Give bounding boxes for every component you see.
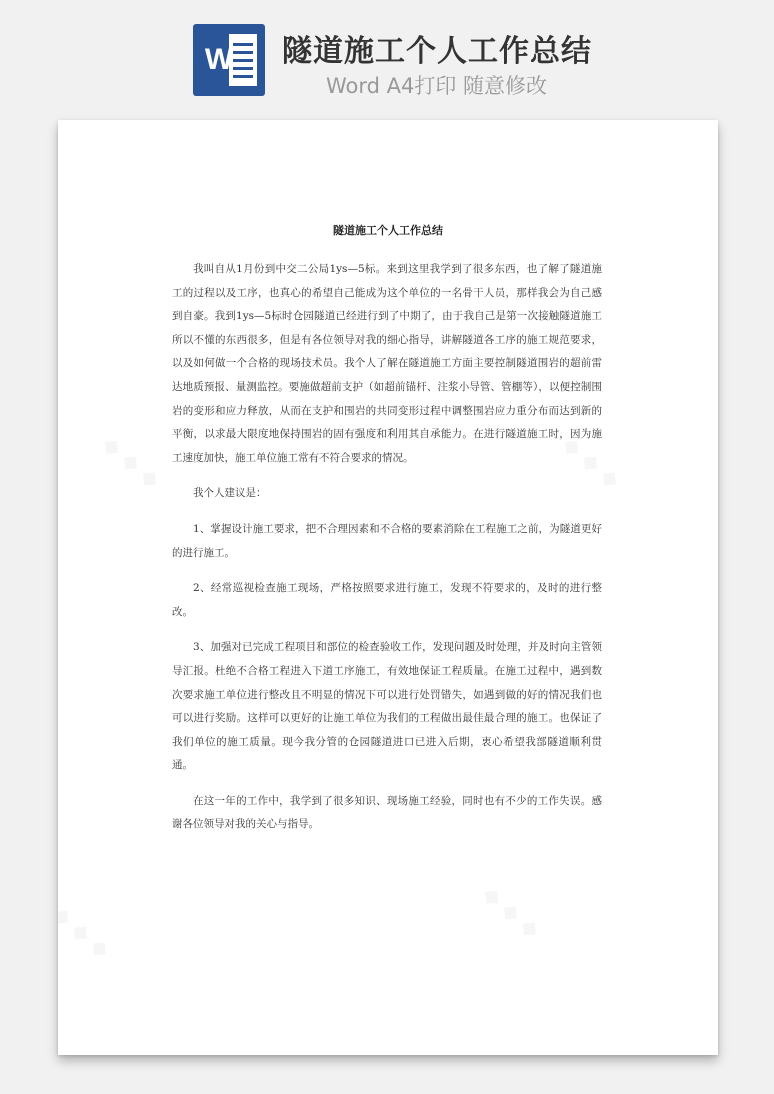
paragraph: 3、加强对已完成工程项目和部位的检查验收工作，发现问题及时处理，并及时向主管领导汇报。杜绝不合格工程进入下道工序施工，有效地保证工程质量。在施工过程中，遇到数次要求施工单位进行整改且不明显的情况下可以进行处罚错失，如遇到做的好的情况我们也可以进行奖励。这样可以更好的让施工单位为我们的工程做出最佳最合理的施工。也保证了我们单位的施工质量。现今我分管的仓园隧道进口已进入后期，衷心希望我部隧道顺利贯通。 (172, 641, 602, 772)
paragraph: 在这一年的工作中，我学到了很多知识、现场施工经验，同时也有不少的工作失误。感谢各位领导对我的关心与指导。 (172, 794, 602, 831)
paragraph: 我叫自从1月份到中交二公局1ys—5标。来到这里我学到了很多东西，也了解了隧道施工的过程以及工序，也真心的希望自己能成为这个单位的一名骨干人员，那样我会为自己感到自豪。我到1ys—5标时仓园隧道已经进行到了中期了，由于我自己是第一次接触隧道施工所以不懂的东西很多，但是有各位领导对我的细心指导，讲解隧道各工序的施工规范要求，以及如何做一个合格的现场技术员。我个人了解在隧道施工方面主要控制隧道围岩的超前雷达地质预报、量测监控。要施做超前支护（如超前锚杆、注浆小导管、管棚等），以便控制围岩的变形和应力释放，从而在支护和围岩的共同变形过程中调整围岩应力重分布而达到新的平衡，以求最大限度地保持围岩的固有强度和利用其自承能力。在进行隧道施工时，因为施工速度加快，施工单位施工常有不符合要求的情况。 (172, 263, 602, 464)
word-icon-letter: W (204, 43, 234, 76)
paragraph: 1、掌握设计施工要求，把不合理因素和不合格的要素消除在工程施工之前，为隧道更好的进行施工。 (172, 522, 602, 559)
document-body (172, 258, 602, 849)
banner-subtitle: Word A4打印 随意修改 (326, 74, 548, 98)
paragraph: 2、经常巡视检查施工现场，严格按照要求进行施工，发现不符要求的，及时的进行整改。 (172, 582, 602, 618)
watermark (98, 432, 165, 494)
paragraph: 我个人建议是： (193, 487, 267, 500)
banner (0, 0, 774, 118)
document-page (58, 120, 718, 1055)
word-icon (193, 24, 265, 96)
banner-title: 隧道施工个人工作总结 (282, 34, 592, 69)
watermark (478, 882, 545, 944)
document-title: 隧道施工个人工作总结 (333, 224, 443, 237)
watermark (58, 902, 114, 964)
